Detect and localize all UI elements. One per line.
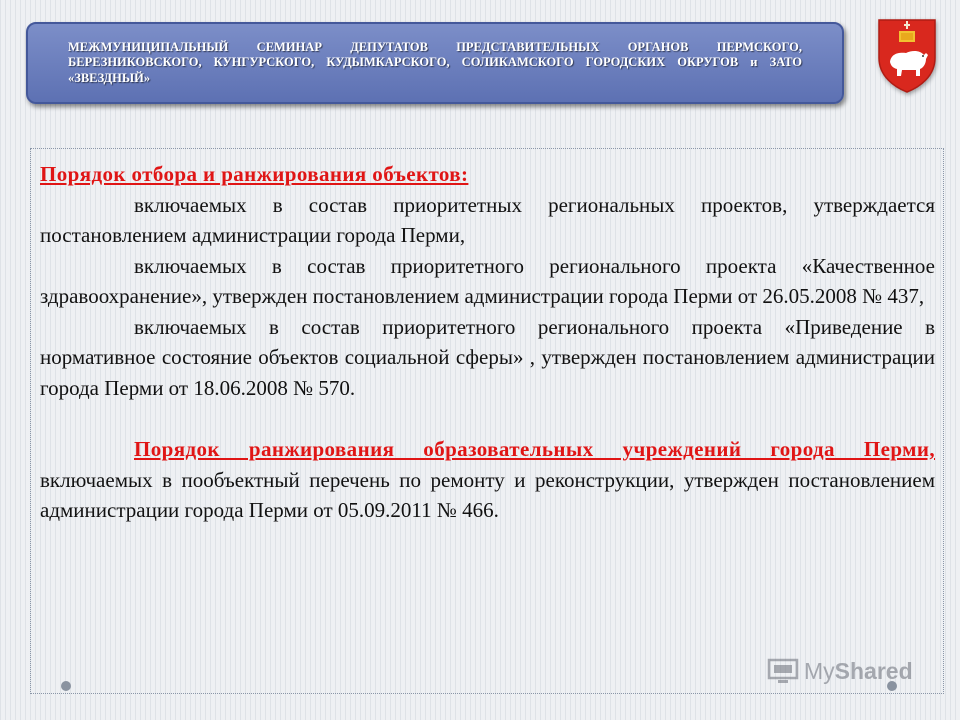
heading-selection-order xyxy=(40,159,935,190)
watermark-text xyxy=(804,658,913,685)
perm-coat-of-arms-icon xyxy=(876,14,938,94)
watermark-text-part2: Shared xyxy=(834,657,913,684)
paragraph-priority-projects: включаемых в состав приоритетных региональных проектов, утверждается постановлением администрации города Перми, xyxy=(40,192,935,247)
watermark xyxy=(766,656,913,686)
paragraph-education-ranking-text: включаемых в пообъектный перечень по ремонту и реконструкции, утвержден постановлением администрации города Перми от 05.09.2011 № 466. xyxy=(40,467,935,522)
paragraph-spacer xyxy=(40,403,935,434)
presentation-icon xyxy=(766,656,800,686)
banner-title: МЕЖМУНИЦИПАЛЬНЫЙ СЕМИНАР ДЕПУТАТОВ ПРЕДСТАВИТЕЛЬНЫХ ОРГАНОВ ПЕРМСКОГО, БЕРЕЗНИКОВСКОГО, КУНГУРСКОГО, КУДЫМКАРСКОГО, СОЛИКАМСКОГО ГОРОДСКИХ ОКРУГОВ и ЗАТО «ЗВЕЗДНЫЙ» xyxy=(68,39,802,85)
text-content-frame xyxy=(30,148,944,694)
heading-selection-order-text: Порядок отбора и ранжирования объектов: xyxy=(40,162,469,186)
paragraph-social-facilities-project: включаемых в состав приоритетного регионального проекта «Приведение в нормативное состояние объектов социальной сферы» , утвержден постановлением администрации города Перми от 18.06.2008 № 570. xyxy=(40,314,935,400)
heading-education-ranking: Порядок ранжирования образовательных учреждений города Перми, xyxy=(134,437,935,461)
title-banner xyxy=(26,22,844,104)
paragraph-education-ranking xyxy=(40,434,935,526)
paragraph-healthcare-project: включаемых в состав приоритетного регионального проекта «Качественное здравоохранение», утвержден постановлением администрации города Перми от 26.05.2008 № 437, xyxy=(40,253,935,308)
watermark-text-part1: My xyxy=(804,657,835,684)
slide-bullet-icon xyxy=(61,681,71,691)
